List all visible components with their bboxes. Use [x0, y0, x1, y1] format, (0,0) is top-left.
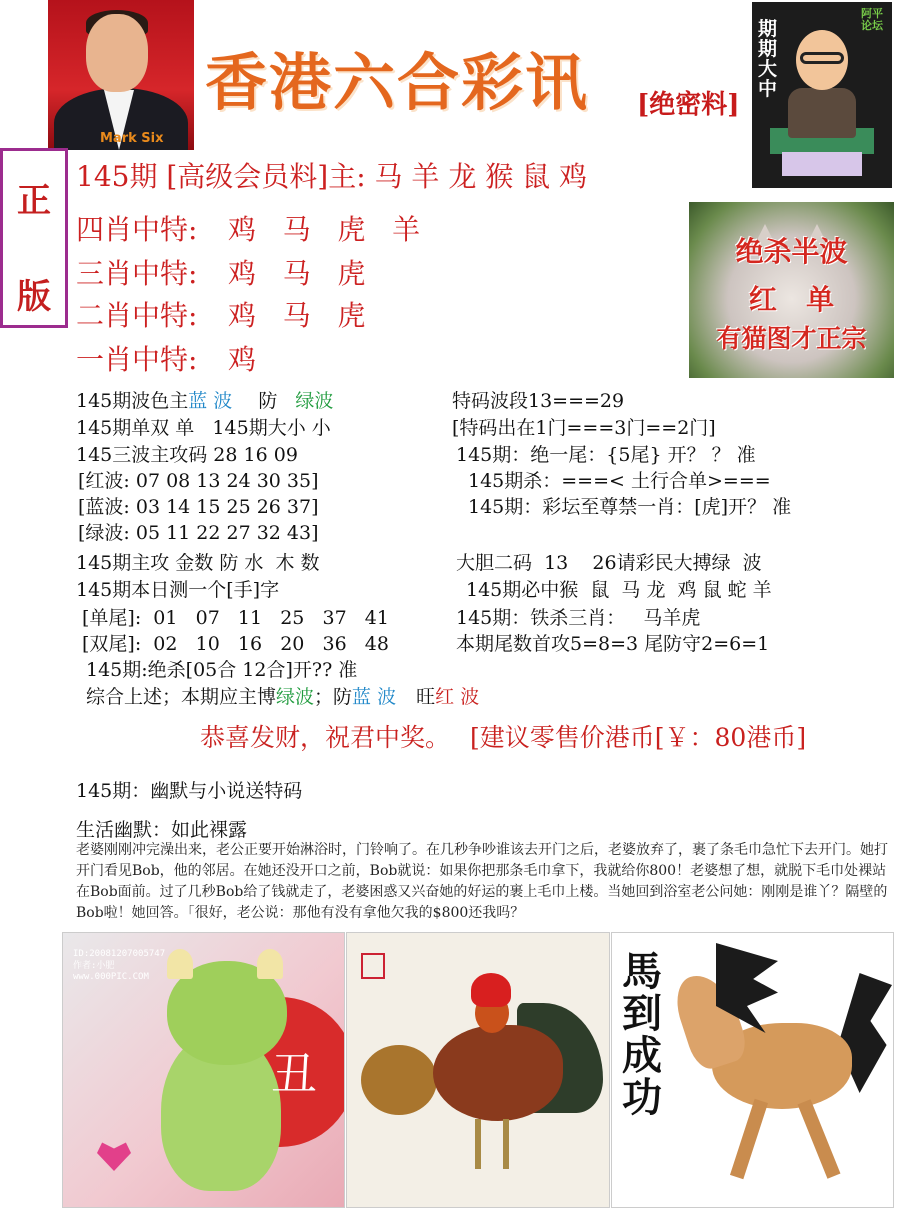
seal-icon — [361, 953, 385, 979]
premium-row-label: 二肖中特: — [76, 299, 198, 332]
summary-green: 绿波 — [276, 686, 315, 708]
wave-main: 蓝 波 — [188, 390, 233, 412]
green-wave-line: [绿波: 05 11 22 27 32 43] — [78, 522, 319, 544]
premium-row — [76, 299, 366, 332]
portrait-photo — [48, 0, 194, 150]
premium-row — [76, 343, 257, 376]
wave-color-line — [76, 392, 333, 411]
three-wave-line: 145三波主攻码 28 16 09 — [76, 444, 298, 466]
iron-kill-line: 145期：铁杀三肖： 马羊虎 — [456, 607, 701, 629]
kill-element-line: 145期杀：===< 土行合单>=== — [468, 470, 771, 492]
summary-prefix: 综合上述；本期应主博 — [86, 686, 277, 708]
must-hit-line: 145期必中猴 鼠 马 龙 鸡 鼠 蛇 羊 — [466, 579, 772, 601]
story-heading: 145期：幽默与小说送特码 — [76, 780, 303, 802]
tail-line: 145期：绝一尾：{5尾} 开？ ？ 准 — [456, 444, 756, 466]
summary-blue: 蓝 波 — [352, 686, 397, 708]
double-tail-line: [双尾]: 02 10 16 20 36 48 — [82, 633, 389, 655]
cat-promo-image — [689, 202, 894, 378]
wave-guard: 防 — [258, 390, 278, 412]
main-attack-line: 145期主攻 金数 防 水 木 数 — [76, 552, 320, 574]
authentic-badge — [0, 148, 68, 328]
rooster-image — [346, 932, 610, 1208]
summary-line — [86, 688, 479, 707]
odd-even-line: 145期单双 单 145期大小 小 — [76, 417, 331, 439]
ox-image — [62, 932, 345, 1208]
daily-char-line: 145期本日测一个[手]字 — [76, 579, 280, 601]
ox-zodiac-char: 丑 — [271, 1047, 317, 1101]
summary-wang: 旺 — [416, 686, 436, 708]
single-tail-line: [单尾]: 01 07 11 25 37 41 — [82, 607, 389, 629]
premium-row-label: 一肖中特: — [76, 343, 198, 376]
red-wave-line: [红波: 07 08 13 24 30 35] — [78, 470, 319, 492]
ox-watermark: ID:20081207005747 作者:小肥 www.000PIC.COM — [73, 949, 166, 983]
cartoon-text: 期期大中 — [758, 18, 778, 100]
retail-price: [建议零售价港币[￥：80港币] — [470, 723, 807, 752]
wave-guard-color: 绿波 — [295, 390, 334, 412]
premium-row — [76, 213, 421, 246]
cat-panel-line-1: 绝杀半波 — [735, 235, 848, 268]
cat-panel-line-3: 有猫图才正宗 — [716, 324, 867, 353]
tail-attack-line: 本期尾数首攻5=8=3 尾防守2=6=1 — [456, 633, 770, 655]
story-title: 生活幽默：如此裸露 — [76, 819, 248, 841]
summary-mid: ；防 — [314, 686, 353, 708]
kill-combo-line: 145期:绝杀[05合 12合]开?? 准 — [86, 659, 358, 681]
premium-row-value: 鸡 — [228, 343, 257, 376]
premium-row-value: 鸡 马 虎 羊 — [228, 213, 421, 246]
premium-row-label: 三肖中特: — [76, 257, 198, 290]
premium-row — [76, 257, 366, 290]
blue-wave-line: [蓝波: 03 14 15 25 26 37] — [78, 496, 319, 518]
cat-panel-line-2: 红 单 — [748, 283, 835, 316]
premium-row-label: 四肖中特: — [76, 213, 198, 246]
title-tag: [绝密料] — [637, 90, 740, 120]
horse-calligraphy: 馬到成功 — [622, 948, 662, 1121]
forbidden-zodiac-line: 145期：彩坛至尊禁一肖：[虎]开？ 准 — [468, 496, 792, 518]
premium-issue-line: 145期 [高级会员料]主: 马 羊 龙 猴 鼠 鸡 — [76, 160, 588, 193]
bold-two-line: 大胆二码 13 26请彩民大搏绿 波 — [456, 552, 762, 574]
cartoon-sign: 阿平 论坛 — [861, 7, 883, 33]
badge-line-2: 版 — [17, 277, 51, 317]
premium-row-value: 鸡 马 虎 — [228, 299, 366, 332]
special-gate-line: [特码出在1门===3门==2门] — [452, 417, 716, 439]
badge-line-1: 正 — [17, 181, 51, 221]
wave-prefix: 145期波色主 — [76, 390, 189, 412]
portrait-brand: Mark Six — [100, 131, 164, 146]
horse-image — [611, 932, 894, 1208]
special-range-line: 特码波段13===29 — [452, 390, 625, 412]
page-title: 香港六合彩讯 — [205, 46, 590, 119]
story-body: 老婆刚刚冲完澡出来，老公正要开始淋浴时，门铃响了。在几秒争吵谁该去开门之后，老婆放弃了，裹了条毛巾急忙下去开门。她打开门看见Bob，他的邻居。在她还没开口之前，Bob就说：如果你把那条毛巾拿下，我就给你800！老婆想了想，就脱下毛巾处裸站在Bob面前。过了几秒Bob给了钱就走了，老婆困惑又兴奋她的好运的裹上毛巾上楼。当她回到浴室老公问她：刚刚是谁丫？隔壁的Bob啦！她回答。「很好，老公说：那他有没有拿他欠我的$800还我吗？ — [76, 842, 888, 921]
congrats-wish: 恭喜发财，祝君中奖。 — [200, 723, 451, 752]
premium-row-value: 鸡 马 虎 — [228, 257, 366, 290]
cartoon-image — [752, 2, 892, 188]
summary-red: 红 波 — [435, 686, 480, 708]
